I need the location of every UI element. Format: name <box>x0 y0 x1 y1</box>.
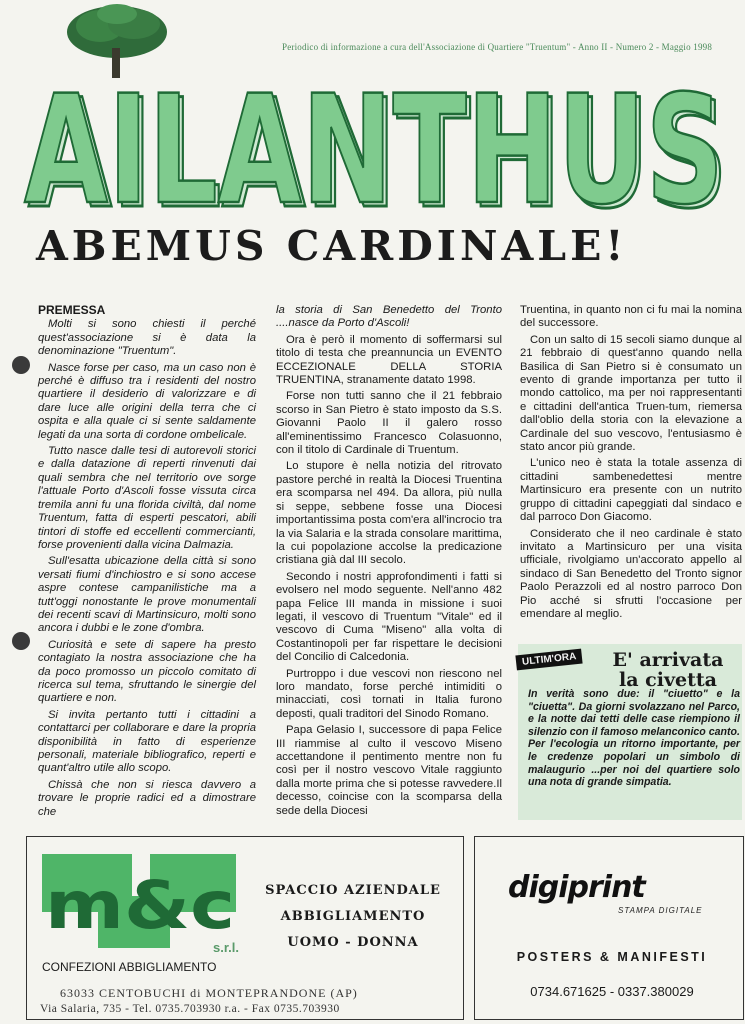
section-heading: PREMESSA <box>38 303 106 317</box>
paragraph: Chissà che non si riesca davvero a trovare le proprie radici ed a dimostrare che <box>38 778 256 818</box>
paragraph: Papa Gelasio I, successore di papa Felice III riammise al culto il vescovo Miseno accettandone il pentimento mentre non fu così per il nostro vescovo Vitale raggiunto dalla morte prima che si potesse ravvedere.Il decesso, coincise con la scomparsa della sede della Diocesi <box>276 724 502 817</box>
paragraph: Tutto nasce dalle tesi di autorevoli storici e dalla datazione di reperti rinvenuti dai quali sembra che nel territorio ove sorge l'attuale Porto d'Ascoli fosse vissuta circa tremila anni fu una florida civiltà, dal nome Truentum, fatta di esperti pescatori, abili tintori di stoffe ed eccellenti commercianti, forse provenienti dalla vicina Dalmazia. <box>38 445 256 551</box>
mc-shop-line: SPACCIO AZIENDALE <box>265 883 441 898</box>
lead-paragraph: la storia di San Benedetto del Tronto ....nasce da Porto d'Ascoli! <box>276 304 502 330</box>
paragraph: Forse non tutti sanno che il 21 febbraio scorso in San Pietro è stato imposto da S.S. Giovanni Paolo II il galero rosso all'eminentissimo Francesco Colasuonno, con il titolo di Cardinale di Truentum. <box>276 390 502 457</box>
periodical-info: Periodico di informazione a cura dell'Associazione di Quartiere "Truentum" - Anno II - Numero 2 - Maggio 1998 <box>282 42 713 52</box>
digiprint-sub: STAMPA DIGITALE <box>618 906 703 915</box>
mc-shop-line: UOMO - DONNA <box>287 935 419 950</box>
column-2 <box>276 304 502 821</box>
paragraph: Purtroppo i due vescovi non riescono nel loro mandato, forse perché intimiditi o minacciati, così tornati in Italia furono deposti, quali traditori del Sinodo Romano. <box>276 667 502 720</box>
mc-logo <box>42 848 238 958</box>
box-paragraph: Per l'ecologia un ritorno importante, per le credenze popolari un simbolo di malaugurio ...per noi del quartiere solo una nota di grande simpatia. <box>528 738 740 789</box>
box-text <box>528 688 740 789</box>
paragraph: Si invita pertanto tutti i cittadini a contattarci per collaborare e dare la propria disponibilità in fatto di esperienze personali, materiale bibliografico, reperti e quant'altro utile allo scopo. <box>38 708 256 775</box>
mc-shop-info <box>248 878 458 956</box>
box-paragraph: In verità sono due: il "ciuetto" e la "ciuetta". Da giorni svolazzano nel Parco, e la notte dai tetti delle case riempiono il silenzio con il famoso melanconico canto. <box>528 688 740 738</box>
box-title-line: la civetta <box>619 669 717 691</box>
box-title-line: E' arrivata <box>612 649 724 671</box>
box-title <box>598 650 738 690</box>
masthead-logo <box>18 68 730 214</box>
digiprint-services: POSTERS & MANIFESTI <box>516 950 708 964</box>
paragraph: Ora è però il momento di soffermarsi sul titolo di testa che preannuncia un EVENTO ECCEZIONALE DELLA STORIA TRUENTINA, stranamente datato 1998. <box>276 333 502 387</box>
breaking-tag: ULTIM'ORA <box>515 649 583 671</box>
column-3 <box>520 304 742 624</box>
masthead-title: AILANTHUS <box>24 68 724 214</box>
headline: ABEMUS CARDINALE! <box>36 222 628 270</box>
paragraph: Considerato che il neo cardinale è stato invitato a Martinsicuro per una visita ufficiale, rivolgiamo un'accorato appello al sindaco di San Benedetto del Tronto signor Paolo Perazzoli ed al nostro parroco Don Pio acché si sfrutti l'occasione per emendare al meglio. <box>520 527 742 620</box>
mc-srl: s.r.l. <box>213 940 240 955</box>
masthead-shadow: AILANTHUS <box>28 68 728 214</box>
paragraph: Nasce forse per caso, ma un caso non è perché è diffuso tra i residenti del nostro quartiere il desiderio di valorizzare e di dare luce alle origini della terra che ci ospita e alla quale ci si sente saldamente legati da una sorta di cordone ombelicale. <box>38 361 256 441</box>
paragraph: Molti si sono chiesti il perché quest'associazione si è data la denominazione "Truentum". <box>38 318 256 358</box>
digiprint-phones: 0734.671625 - 0337.380029 <box>530 984 694 999</box>
paragraph: Con un salto di 15 secoli siamo dunque al 21 febbraio di quest'anno quando nella Basilica di San Pietro si è consumato un evento di grande importanza per tutto il mondo cattolico, ma per noi rappresentanti e cittadini dell'antica Truen-tum, riemersa dall'oblio della storia con la elevazione a Cardinale del suo vescovo, l'entusiasmo è stato ancor più grande. <box>520 333 742 454</box>
paragraph: Curiosità e sete di sapere ha presto contagiato la nostra associazione che ha da poco promosso un piccolo comitato di ricerca sul tema, sfruttando le sinergie del quartiere e non. <box>38 638 256 705</box>
mc-address: 63033 CENTOBUCHI di MONTEPRANDONE (AP) <box>60 986 358 1000</box>
paragraph: Truentina, in quanto non ci fu mai la nomina del successore. <box>520 304 742 330</box>
punch-hole <box>12 632 30 650</box>
paragraph: Sull'esatta ubicazione della città si sono versati fiumi d'inchiostro e si sono accese aspre contese campanilistiche ma a tutt'oggi nonostante le prove monumentali dei recenti scavi di Martinsicuro, molti sono ancora i dubbi e le zone d'ombra. <box>38 555 256 635</box>
paragraph: Secondo i nostri approfondimenti i fatti si evolsero nel modo seguente. Nell'anno 482 papa Felice III manda in missione i suoi legati, il vescovo di Truentum "Vitale" ed il vescovo di Cuma "Miseno" alla volta di Costantinopoli per far rispettare le decisioni del Concilio di Calcedonia. <box>276 570 502 664</box>
digiprint-logo: digiprint <box>508 870 645 905</box>
column-1 <box>38 304 256 822</box>
mc-shop-line: ABBIGLIAMENTO <box>280 909 426 924</box>
punch-hole <box>12 356 30 374</box>
paragraph: Lo stupore è nella notizia del ritrovato pastore perché in realtà la Diocesi Truentina era scomparsa nel 494. Da allora, più nulla si seppe, sebbene fosse una Diocesi importantissima posta com'era all'incrocio tra la via Salaria e la strada consolare marittima, la cui popolazione accolse la predicazione cristiana già dal III secolo. <box>276 460 502 567</box>
paragraph: L'unico neo è stata la totale assenza di cittadini sambenedettesi mentre Martinsicuro era presente con un nutrito gruppo di cittadini capeggiati dal sindaco e dal parroco Don Giacomo. <box>520 457 742 524</box>
mc-tagline: CONFEZIONI ABBIGLIAMENTO <box>42 960 217 974</box>
mc-contacts: Via Salaria, 735 - Tel. 0735.703930 r.a. - Fax 0735.703930 <box>40 1003 340 1015</box>
mc-logo-text: m&c <box>45 867 236 944</box>
